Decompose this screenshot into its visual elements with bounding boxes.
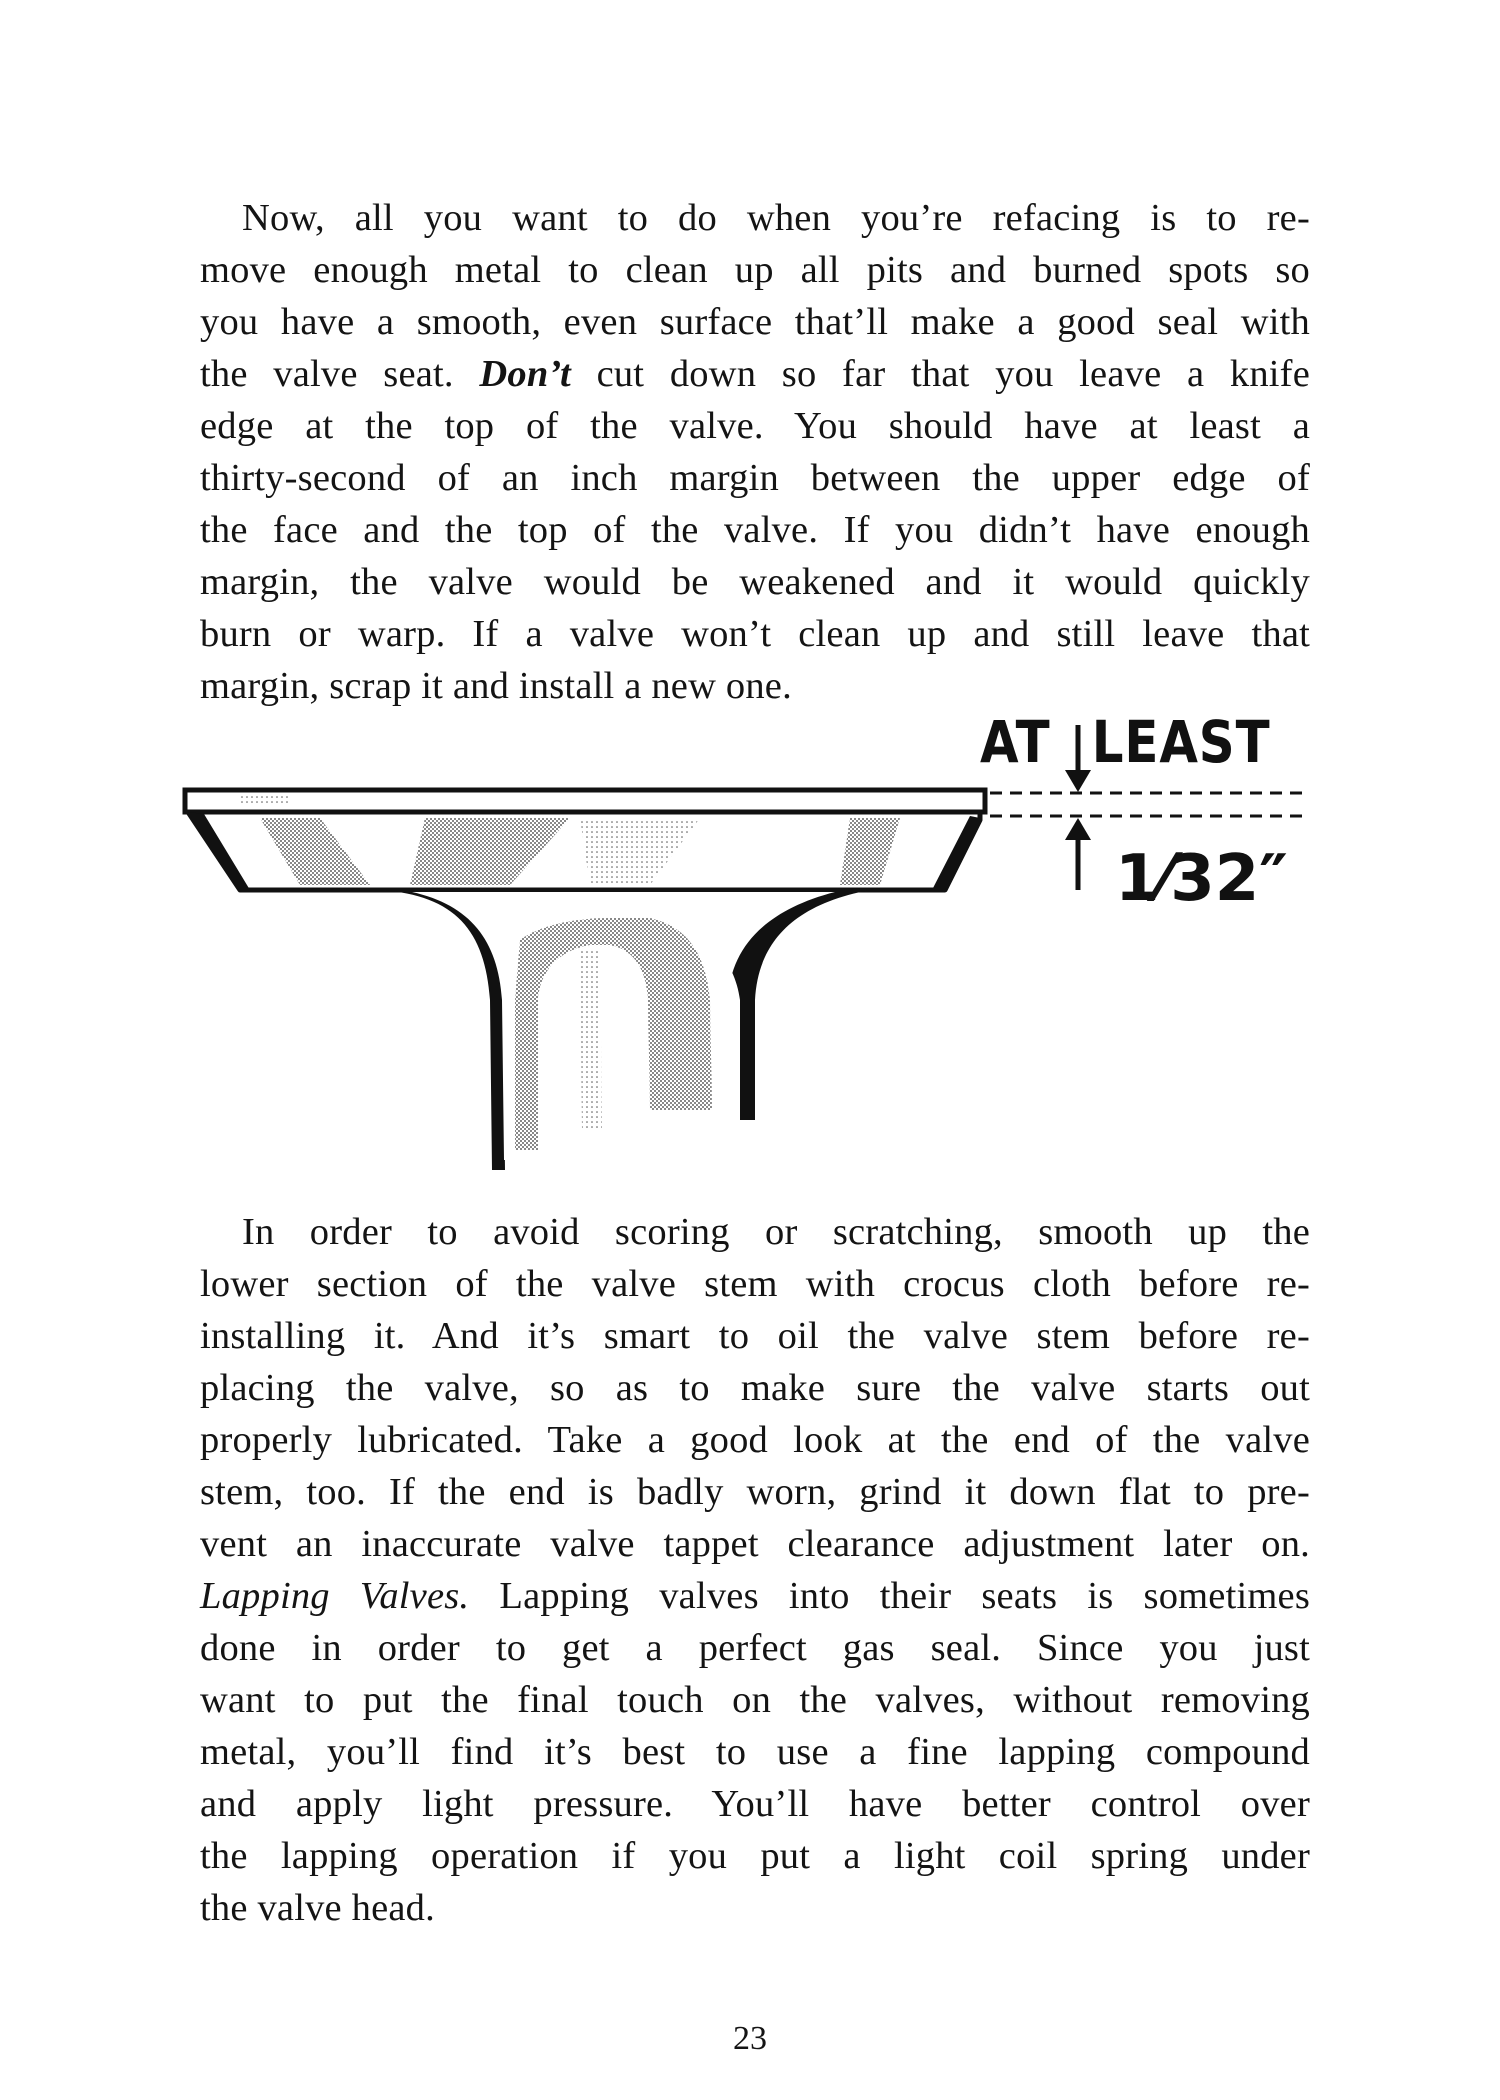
subheading-lapping-valves: Lapping Valves.	[200, 1575, 470, 1617]
text-line: margin, scrap it and install a new one.	[200, 665, 792, 707]
text-line: stem, too. If the end is badly worn, grind it down flat to pre-	[200, 1471, 1310, 1513]
text-line: margin, the valve would be weakened and it would quickly	[200, 561, 1310, 603]
text-line: the lapping operation if you put a light coil spring under	[200, 1835, 1310, 1877]
text-line: move enough metal to clean up all pits and burned spots so	[200, 249, 1310, 291]
text-line: lower section of the valve stem with crocus cloth before re-	[200, 1263, 1310, 1305]
text-line: metal, you’ll find it’s best to use a fine lapping compound	[200, 1731, 1310, 1773]
label-at-least	[980, 708, 1270, 776]
text-run: Lapping valves into their seats is sometimes	[499, 1575, 1310, 1617]
text-run: cut down so far that you leave a knife	[596, 353, 1310, 395]
text-line: the valve head.	[200, 1887, 435, 1929]
arrow-up-icon	[1065, 818, 1091, 890]
page-number: 23	[733, 2020, 767, 2057]
paragraph-stem-lapping	[200, 1206, 1310, 1934]
text-line: Now, all you want to do when you’re refacing is to re-	[242, 197, 1310, 239]
valve-head	[185, 790, 985, 890]
text-line	[200, 348, 1310, 400]
valve-stem	[380, 890, 870, 1170]
text-line: you have a smooth, even surface that’ll make a good seal with	[200, 301, 1310, 343]
text-line	[200, 1570, 1310, 1622]
text-line: done in order to get a perfect gas seal. Since you just	[200, 1627, 1310, 1669]
text-line: In order to avoid scoring or scratching, smooth up the	[242, 1211, 1310, 1253]
text-line: vent an inaccurate valve tappet clearance adjustment later on.	[200, 1523, 1310, 1565]
text-line: properly lubricated. Take a good look at the end of the valve	[200, 1419, 1310, 1461]
label-one-thirty-second: 1⁄32″	[1115, 842, 1288, 916]
text-line: want to put the final touch on the valves, without removing	[200, 1679, 1310, 1721]
text-line: placing the valve, so as to make sure the valve starts out	[200, 1367, 1310, 1409]
margin-guide-lines	[990, 793, 1305, 816]
text-line: burn or warp. If a valve won’t clean up and still leave that	[200, 613, 1310, 655]
text-line: thirty-second of an inch margin between the upper edge of	[200, 457, 1310, 499]
text-line: installing it. And it’s smart to oil the valve stem before re-	[200, 1315, 1310, 1357]
text-line: edge at the top of the valve. You should have at least a	[200, 405, 1310, 447]
paragraph-refacing	[200, 192, 1310, 712]
emphasis-dont: Don’t	[479, 353, 571, 395]
label-least: LEAST	[1091, 708, 1271, 776]
text-line: and apply light pressure. You’ll have better control over	[200, 1783, 1310, 1825]
label-at: AT	[980, 708, 1051, 776]
text-run: the valve seat.	[200, 353, 454, 395]
text-line: the face and the top of the valve. If you didn’t have enough	[200, 509, 1310, 551]
